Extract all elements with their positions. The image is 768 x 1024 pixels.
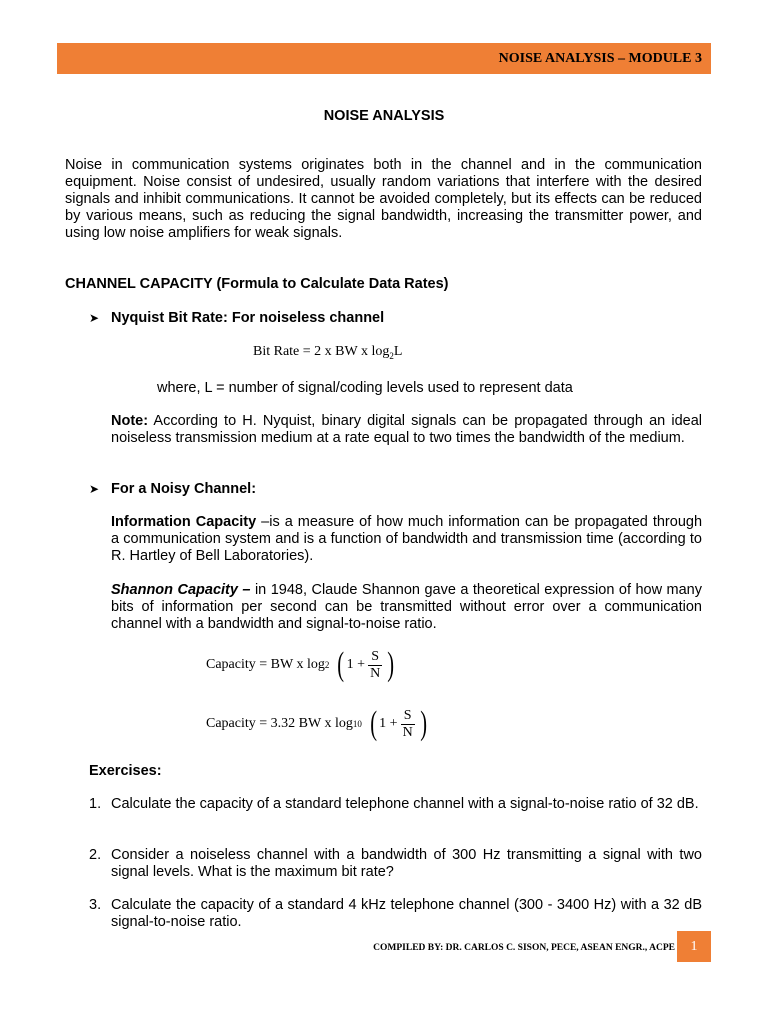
fraction-numerator: S — [368, 650, 382, 666]
formula-text: L — [393, 344, 403, 359]
right-paren-icon: ) — [387, 646, 395, 683]
nyquist-formula — [253, 344, 402, 361]
exercise-text: Consider a noiseless channel with a bandwidth of 300 Hz transmitting a signal with two signal levels. What is the maximum bit rate? — [111, 847, 702, 880]
shannon-formula-2 — [206, 707, 429, 741]
formula-text: 1 + — [346, 657, 366, 672]
exercise-text: Calculate the capacity of a standard telephone channel with a signal-to-noise ratio of 32 dB. — [111, 796, 699, 812]
fraction-numerator: S — [401, 709, 415, 725]
left-paren-icon: ( — [370, 705, 377, 742]
formula-subscript: 2 — [389, 350, 394, 361]
exercise-text: Calculate the capacity of a standard 4 kHz telephone channel (300 - 3400 Hz) with a 32 dB signal-to-noise ratio. — [111, 897, 702, 930]
formula-text: Capacity = BW x log — [206, 657, 325, 672]
info-capacity-label: Information Capacity — [111, 514, 257, 530]
arrow-bullet-icon: ➤ — [89, 482, 100, 496]
note-paragraph — [111, 413, 702, 447]
left-paren-icon: ( — [337, 646, 345, 683]
right-paren-icon: ) — [419, 705, 427, 742]
fraction-denominator: N — [402, 724, 413, 740]
fraction-denominator: N — [370, 665, 381, 681]
footer-compiled-by: COMPILED BY: DR. CARLOS C. SISON, PECE, ASEAN ENGR., ACPE — [373, 943, 675, 953]
arrow-bullet-icon: ➤ — [89, 311, 100, 325]
shannon-paragraph — [111, 582, 702, 633]
info-capacity-text: –is a measure of how much information can be propagated through a communication system and is a function of bandwidth and transmission time (according to R. Hartley of Bell Laboratories). — [111, 514, 703, 564]
formula-text: Bit Rate = 2 x BW x log — [253, 344, 390, 359]
where-line: where, L = number of signal/coding levels used to represent data — [157, 380, 573, 396]
formula-text: 1 + — [379, 716, 398, 731]
shannon-label: Shannon Capacity – — [111, 582, 251, 598]
exercise-number: 1. — [89, 796, 102, 812]
exercises-heading: Exercises: — [89, 763, 162, 779]
fraction — [400, 709, 416, 740]
page-number: 1 — [677, 931, 711, 962]
info-capacity-paragraph — [111, 514, 702, 565]
formula-subscript: 2 — [324, 660, 330, 670]
shannon-text: in 1948, Claude Shannon gave a theoretical expression of how many bits of information per second can be transmitted without error over a communication channel with a bandwidth and signal-to-noise ratio. — [111, 582, 702, 632]
page-title: NOISE ANALYSIS — [323, 108, 445, 124]
note-label: Note: — [111, 413, 149, 429]
header-bar — [57, 43, 711, 74]
exercise-number: 3. — [89, 897, 102, 913]
shannon-formula-1 — [206, 648, 397, 682]
fraction — [367, 650, 383, 681]
nyquist-bullet: Nyquist Bit Rate: For noiseless channel — [111, 310, 385, 326]
formula-subscript: 10 — [352, 719, 362, 729]
noisy-bullet: For a Noisy Channel: — [111, 481, 257, 497]
note-text: According to H. Nyquist, binary digital signals can be propagated through an ideal noiseless transmission medium at a rate equal to two times the bandwidth of the medium. — [111, 413, 702, 446]
header-title: NOISE ANALYSIS – MODULE 3 — [498, 51, 702, 66]
formula-text: Capacity = 3.32 BW x log — [206, 716, 353, 731]
exercise-number: 2. — [89, 847, 102, 863]
section-heading: CHANNEL CAPACITY (Formula to Calculate Data Rates) — [65, 276, 449, 292]
intro-paragraph: Noise in communication systems originates both in the channel and in the communication equipment. Noise consist of undesired, usually random variations that interfere with the desired signals and inhibit communications. It cannot be avoided completely, but its effects can be reduced by various means, such as reducing the signal bandwidth, increasing the transmitter power, and using low noise amplifiers for weak signals. — [65, 157, 702, 241]
